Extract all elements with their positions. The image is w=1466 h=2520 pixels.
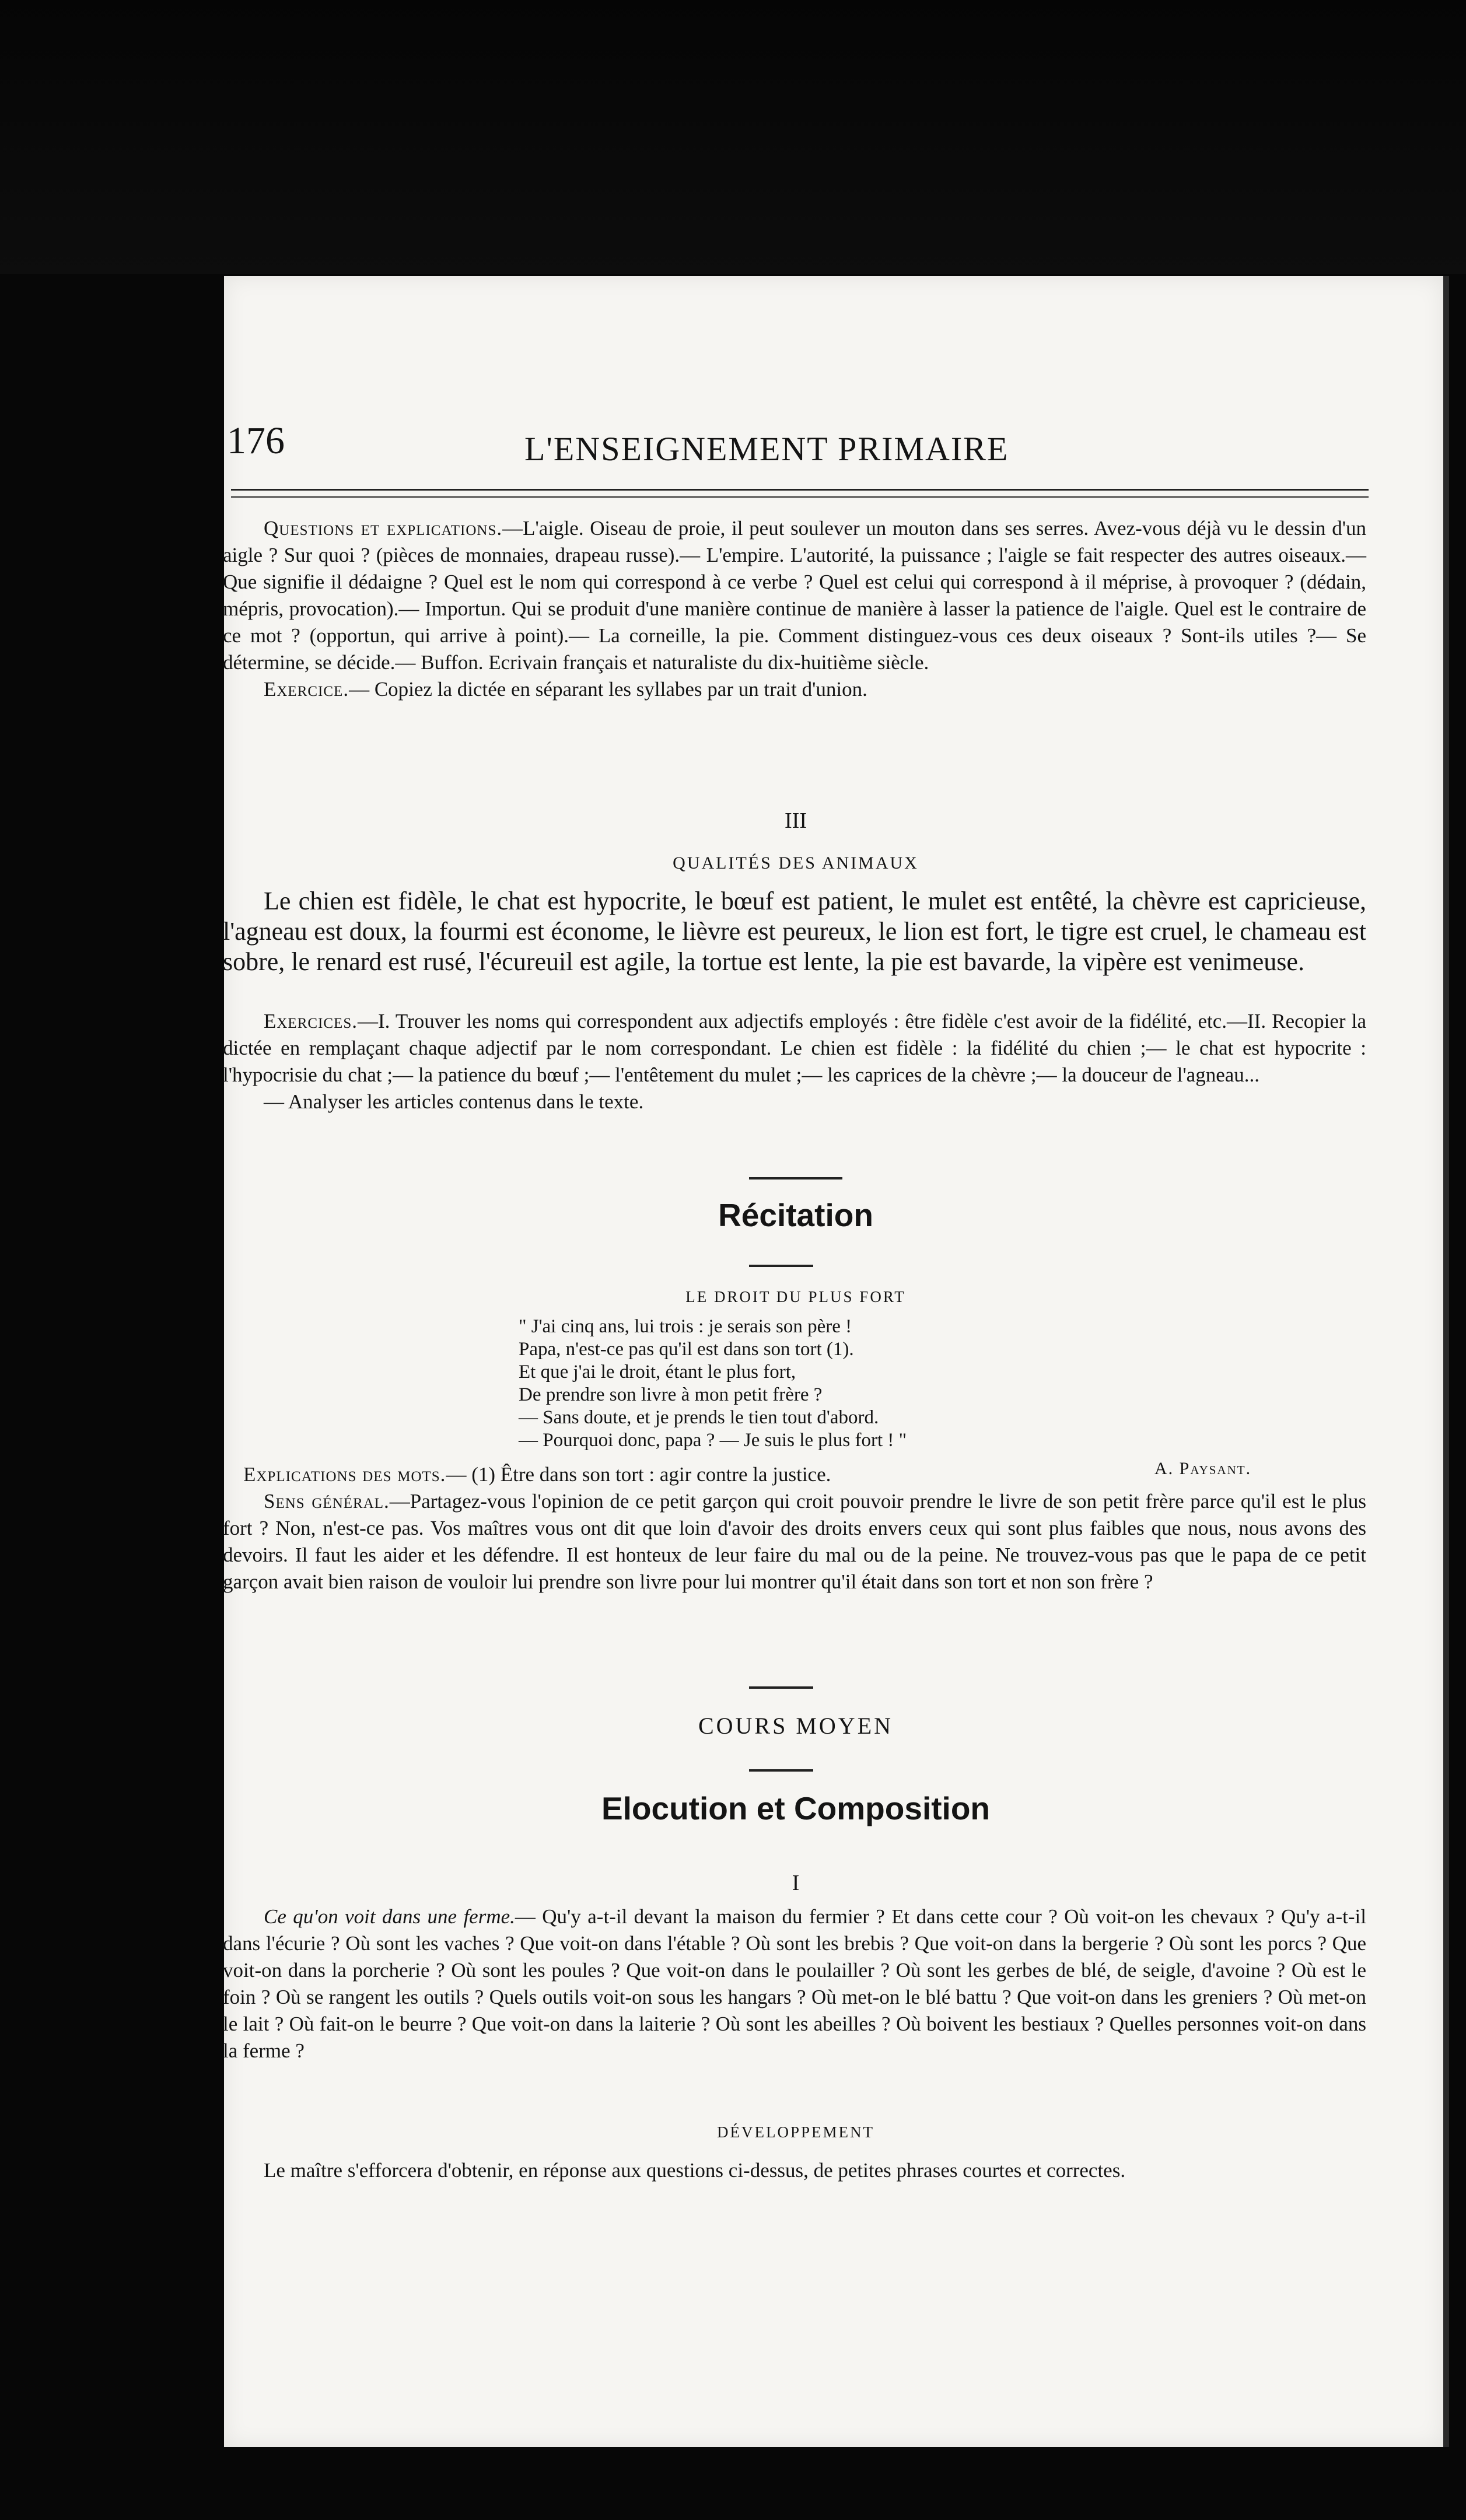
developpement-block <box>223 2157 1366 2184</box>
explications-label: Explications des mots. <box>243 1463 446 1486</box>
ferme-lead: Ce qu'on voit dans une ferme. <box>264 1905 515 1928</box>
header-rule-1 <box>231 489 1369 491</box>
questions-block <box>223 515 1366 703</box>
poem-title: LE DROIT DU PLUS FORT <box>685 1288 906 1306</box>
poem-line: Et que j'ai le droit, étant le plus fort, <box>519 1362 796 1382</box>
explications-text: — (1) Être dans son tort : agir contre la justice. <box>446 1463 831 1486</box>
dictation-title: QUALITÉS DES ANIMAUX <box>673 853 919 873</box>
scan-background <box>0 0 1466 274</box>
sens-text: —Partagez-vous l'opinion de ce petit garçon qui croit pouvoir prendre le livre de son petit frère parce qu'il est le plus fort ? Non, n'est-ce pas. Vos maîtres vous ont dit que loin d'avoir des droits envers ceux qui sont plus faibles que nous, nous avons des devoirs. Il faut les aider et les défendre. Il est honteux de leur faire du mal ou de la peine. Ne trouvez-vous pas que le papa de ce petit garçon avait bien raison de vouloir lui prendre son livre pour lui montrer qu'il était dans son tort et non son frère ? <box>223 1490 1366 1593</box>
page-edge-shadow <box>1443 276 1449 2447</box>
divider <box>749 1686 813 1689</box>
developpement-text: Le maître s'efforcera d'obtenir, en réponse aux questions ci-dessus, de petites phrases courtes et correctes. <box>264 2159 1126 2182</box>
poem-author: A. Paysant. <box>1154 1459 1252 1478</box>
explications-block <box>223 1461 1366 1595</box>
poem-line: Papa, n'est-ce pas qu'il est dans son tort (1). <box>519 1339 854 1360</box>
dictation-block <box>223 886 1366 977</box>
elocution-heading: Elocution et Composition <box>601 1790 991 1826</box>
poem-line: De prendre son livre à mon petit frère ? <box>519 1384 823 1405</box>
exercises-text: —I. Trouver les noms qui correspondent aux adjectifs employés : être fidèle c'est avoir de la fidélité, etc.—II. Recopier la dictée en remplaçant chaque adjectif par le nom correspondant. Le chien est fidèle : la fidélité du chien ;— le chat est hypocrite : l'hypocrisie du chat ;— la patience du bœuf ;— l'entêtement du mulet ;— les caprices de la chèvre ;— la douceur de l'agneau... <box>223 1010 1366 1086</box>
ferme-questions: — Qu'y a-t-il devant la maison du fermier ? Et dans cette cour ? Où voit-on les chevaux ? Qu'y a-t-il dans l'écurie ? Où sont les vaches ? Que voit-on dans l'étable ? Où sont les brebis ? Que voit-on dans la bergerie ? Où sont les porcs ? Que voit-on dans la porcherie ? Où sont les poules ? Que voit-on dans le poulailler ? Où sont les gerbes de blé, de seigle, d'avoine ? Où est le foin ? Où se rangent les outils ? Quels outils voit-on sous les hangars ? Où met-on le blé battu ? Que voit-on dans les greniers ? Où met-on le lait ? Où fait-on le beurre ? Que voit-on dans la laiterie ? Où sont les abeilles ? Où boivent les bestiaux ? Quelles personnes voit-on dans la ferme ? <box>223 1905 1366 2062</box>
ferme-block <box>223 1903 1366 2064</box>
poem-line: " J'ai cinq ans, lui trois : je serais son père ! <box>519 1316 852 1337</box>
book-page <box>224 276 1443 2447</box>
section-numeral-iii: III <box>785 808 807 833</box>
exercises-label: Exercices. <box>264 1010 358 1032</box>
page-number: 176 <box>227 419 285 462</box>
questions-text: —L'aigle. Oiseau de proie, il peut soulever un mouton dans ses serres. Avez-vous déjà vu le dessin d'un aigle ? Sur quoi ? (pièces de monnaies, drapeau russe).— L'empire. L'autorité, la puissance ; l'aigle se fait respecter des autres oiseaux.—Que signifie il dédaigne ? Quel est le nom qui correspond à ce verbe ? Quel est celui qui correspond à il méprise, à provoquer ? (dédain, mépris, provocation).— Importun. Qui se produit d'une manière continue de manière à lasser la patience de l'aigle. Quel est le contraire de ce mot ? (opportun, qui arrive à point).— La corneille, la pie. Comment distinguez-vous ces deux oiseaux ? Sont-ils utiles ?— Se détermine, se décide.— Buffon. Ecrivain français et naturaliste du dix-huitième siècle. <box>223 517 1367 674</box>
dictation-text: Le chien est fidèle, le chat est hypocrite, le bœuf est patient, le mulet est entêté, la chèvre est capricieuse, l'agneau est doux, la fourmi est économe, le lièvre est peureux, le lion est fort, le tigre est cruel, le chameau est sobre, le renard est rusé, l'écureuil est agile, la tortue est lente, la pie est bavarde, la vipère est venimeuse. <box>223 887 1366 976</box>
questions-label: Questions et explications. <box>264 517 503 540</box>
exercise-label: Exercice. <box>264 678 349 701</box>
poem-line: — Sans doute, et je prends le tien tout d'abord. <box>519 1407 879 1428</box>
divider <box>749 1177 842 1180</box>
exercise-text: — Copiez la dictée en séparant les syllabes par un trait d'union. <box>349 678 867 701</box>
cours-moyen-heading: COURS MOYEN <box>698 1713 894 1739</box>
section-numeral-i: I <box>792 1871 800 1895</box>
sens-label: Sens général. <box>264 1490 390 1513</box>
running-head: L'ENSEIGNEMENT PRIMAIRE <box>524 430 1009 468</box>
exercises-block <box>223 1008 1366 1115</box>
developpement-title: DÉVELOPPEMENT <box>717 2123 874 2141</box>
poem-line: — Pourquoi donc, papa ? — Je suis le plus fort ! " <box>519 1430 907 1451</box>
divider <box>749 1265 813 1267</box>
recitation-heading: Récitation <box>718 1197 873 1233</box>
exercises-last: — Analyser les articles contenus dans le texte. <box>264 1090 644 1113</box>
poem <box>519 1315 1102 1452</box>
header-rule-2 <box>231 496 1369 498</box>
divider <box>749 1769 813 1772</box>
